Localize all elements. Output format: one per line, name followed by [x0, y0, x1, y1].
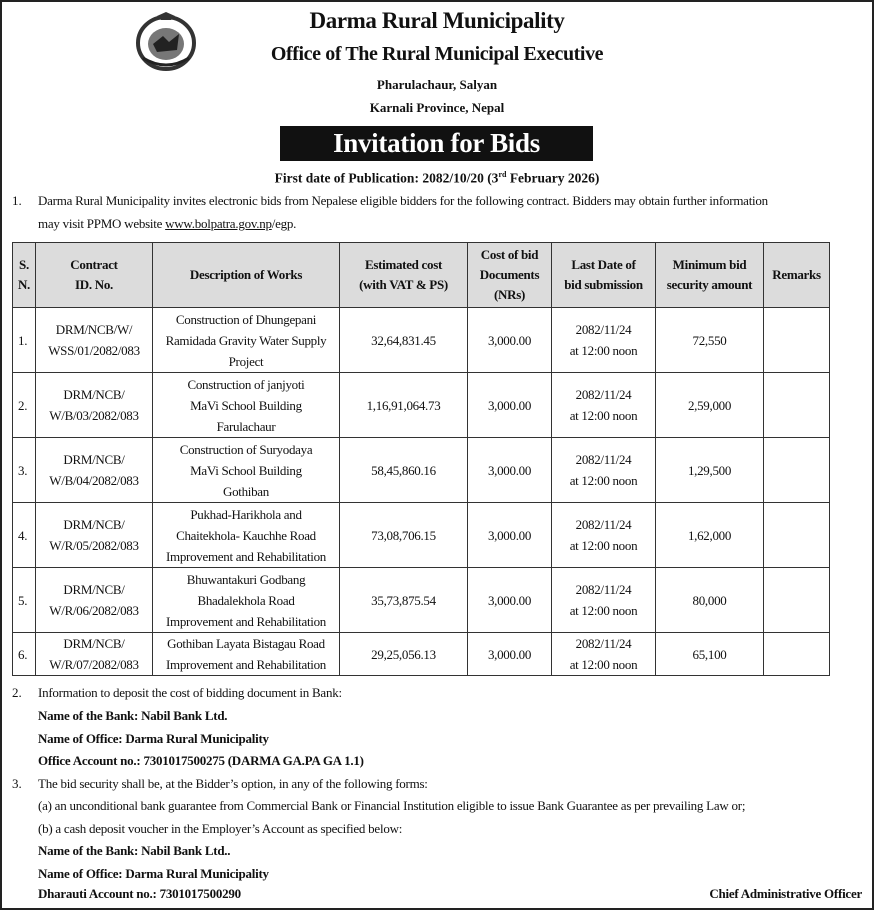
section-3-bank: Name of the Bank: Nabil Bank Ltd..	[38, 843, 231, 858]
cell-cost: 58,45,860.16	[340, 438, 468, 503]
cell-id: DRM/NCB/ W/B/03/2082/083	[36, 373, 153, 438]
signature-title: Chief Administrative Officer	[709, 886, 862, 901]
office-title: Office of The Rural Municipal Executive	[270, 43, 604, 65]
cell-desc: Construction of Dhungepani Ramidada Gravity Water Supply Project	[153, 308, 340, 373]
section-1-line-1: Darma Rural Municipality invites electronic bids from Nepalese eligible bidders for the following contract. Bidders may obtain further information	[38, 193, 768, 208]
section-2-number: 2.	[12, 685, 22, 700]
cell-remarks	[764, 308, 830, 373]
column-header: Description of Works	[153, 243, 340, 308]
cell-id: DRM/NCB/W/ WSS/01/2082/083	[36, 308, 153, 373]
section-3-account: Dharauti Account no.: 7301017500290	[38, 886, 241, 901]
section-2-bank: Name of the Bank: Nabil Bank Ltd.	[38, 708, 228, 723]
section-2-account: Office Account no.: 7301017500275 (DARMA GA.PA GA 1.1)	[38, 753, 364, 768]
column-header: Estimated cost (with VAT & PS)	[340, 243, 468, 308]
section-2-intro: Information to deposit the cost of bidding document in Bank:	[38, 685, 342, 700]
cell-desc: Gothiban Layata Bistagau Road Improvement and Rehabilitation	[153, 633, 340, 676]
cell-cost: 32,64,831.45	[340, 308, 468, 373]
column-header: Last Date of bid submission	[552, 243, 656, 308]
section-2-office: Name of Office: Darma Rural Municipality	[38, 731, 269, 746]
table-header-row	[13, 243, 830, 308]
cell-remarks	[764, 503, 830, 568]
cell-security: 65,100	[656, 633, 764, 676]
cell-id: DRM/NCB/ W/R/06/2082/083	[36, 568, 153, 633]
cell-remarks	[764, 373, 830, 438]
table-row	[13, 438, 830, 503]
table-row	[13, 633, 830, 676]
cell-desc: Construction of janjyoti MaVi School Building Farulachaur	[153, 373, 340, 438]
cell-security: 2,59,000	[656, 373, 764, 438]
cell-sn: 6.	[13, 633, 36, 676]
column-header: Contract ID. No.	[36, 243, 153, 308]
column-header: Remarks	[764, 243, 830, 308]
cell-security: 80,000	[656, 568, 764, 633]
cell-remarks	[764, 568, 830, 633]
cell-date: 2082/11/24 at 12:00 noon	[552, 633, 656, 676]
cell-sn: 1.	[13, 308, 36, 373]
cell-doc: 3,000.00	[468, 438, 552, 503]
publication-sup: rd	[498, 170, 507, 179]
cell-id: DRM/NCB/ W/B/04/2082/083	[36, 438, 153, 503]
column-header: Cost of bid Documents (NRs)	[468, 243, 552, 308]
cell-cost: 1,16,91,064.73	[340, 373, 468, 438]
section-3-office: Name of Office: Darma Rural Municipality	[38, 866, 269, 881]
cell-cost: 29,25,056.13	[340, 633, 468, 676]
cell-doc: 3,000.00	[468, 373, 552, 438]
cell-sn: 5.	[13, 568, 36, 633]
cell-date: 2082/11/24 at 12:00 noon	[552, 503, 656, 568]
publication-date	[0, 170, 874, 187]
section-3-option-a: (a) an unconditional bank guarantee from Commercial Bank or Financial Institution eligible to issue Bank Guarantee as per prevailing Law or;	[38, 798, 746, 813]
address-line-1: Pharulachaur, Salyan	[376, 77, 498, 92]
section-3-number: 3.	[12, 776, 22, 791]
cell-doc: 3,000.00	[468, 633, 552, 676]
cell-desc: Bhuwantakuri Godbang Bhadalekhola Road Improvement and Rehabilitation	[153, 568, 340, 633]
cell-date: 2082/11/24 at 12:00 noon	[552, 308, 656, 373]
cell-doc: 3,000.00	[468, 308, 552, 373]
cell-sn: 2.	[13, 373, 36, 438]
cell-id: DRM/NCB/ W/R/07/2082/083	[36, 633, 153, 676]
line-2-prefix: may visit PPMO website	[38, 216, 166, 231]
invitation-banner: Invitation for Bids	[280, 126, 593, 161]
cell-remarks	[764, 438, 830, 503]
cell-date: 2082/11/24 at 12:00 noon	[552, 373, 656, 438]
cell-security: 1,29,500	[656, 438, 764, 503]
table-row	[13, 503, 830, 568]
table-row	[13, 568, 830, 633]
cell-sn: 3.	[13, 438, 36, 503]
cell-doc: 3,000.00	[468, 503, 552, 568]
bids-table	[12, 242, 830, 676]
cell-cost: 35,73,875.54	[340, 568, 468, 633]
cell-remarks	[764, 633, 830, 676]
section-3-intro: The bid security shall be, at the Bidder’s option, in any of the following forms:	[38, 776, 428, 791]
address-line-2: Karnali Province, Nepal	[369, 100, 505, 115]
cell-sn: 4.	[13, 503, 36, 568]
cell-date: 2082/11/24 at 12:00 noon	[552, 568, 656, 633]
section-1-number: 1.	[12, 193, 22, 208]
column-header: Minimum bid security amount	[656, 243, 764, 308]
column-header: S. N.	[13, 243, 36, 308]
cell-id: DRM/NCB/ W/R/05/2082/083	[36, 503, 153, 568]
line-2-suffix: /egp.	[271, 216, 297, 231]
cell-cost: 73,08,706.15	[340, 503, 468, 568]
section-1-line-2	[38, 216, 296, 232]
cell-date: 2082/11/24 at 12:00 noon	[552, 438, 656, 503]
municipality-title: Darma Rural Municipality	[309, 8, 565, 33]
table-row	[13, 308, 830, 373]
table-row	[13, 373, 830, 438]
publication-suffix: February 2026)	[506, 170, 600, 186]
section-3-option-b: (b) a cash deposit voucher in the Employer’s Account as specified below:	[38, 821, 403, 836]
bolpatra-link[interactable]: www.bolpatra.gov.np	[165, 216, 272, 231]
cell-security: 1,62,000	[656, 503, 764, 568]
cell-security: 72,550	[656, 308, 764, 373]
cell-desc: Construction of Suryodaya MaVi School Building Gothiban	[153, 438, 340, 503]
cell-desc: Pukhad-Harikhola and Chaitekhola- Kauchhe Road Improvement and Rehabilitation	[153, 503, 340, 568]
cell-doc: 3,000.00	[468, 568, 552, 633]
publication-prefix: First date of Publication: 2082/10/20 (3	[274, 170, 499, 186]
